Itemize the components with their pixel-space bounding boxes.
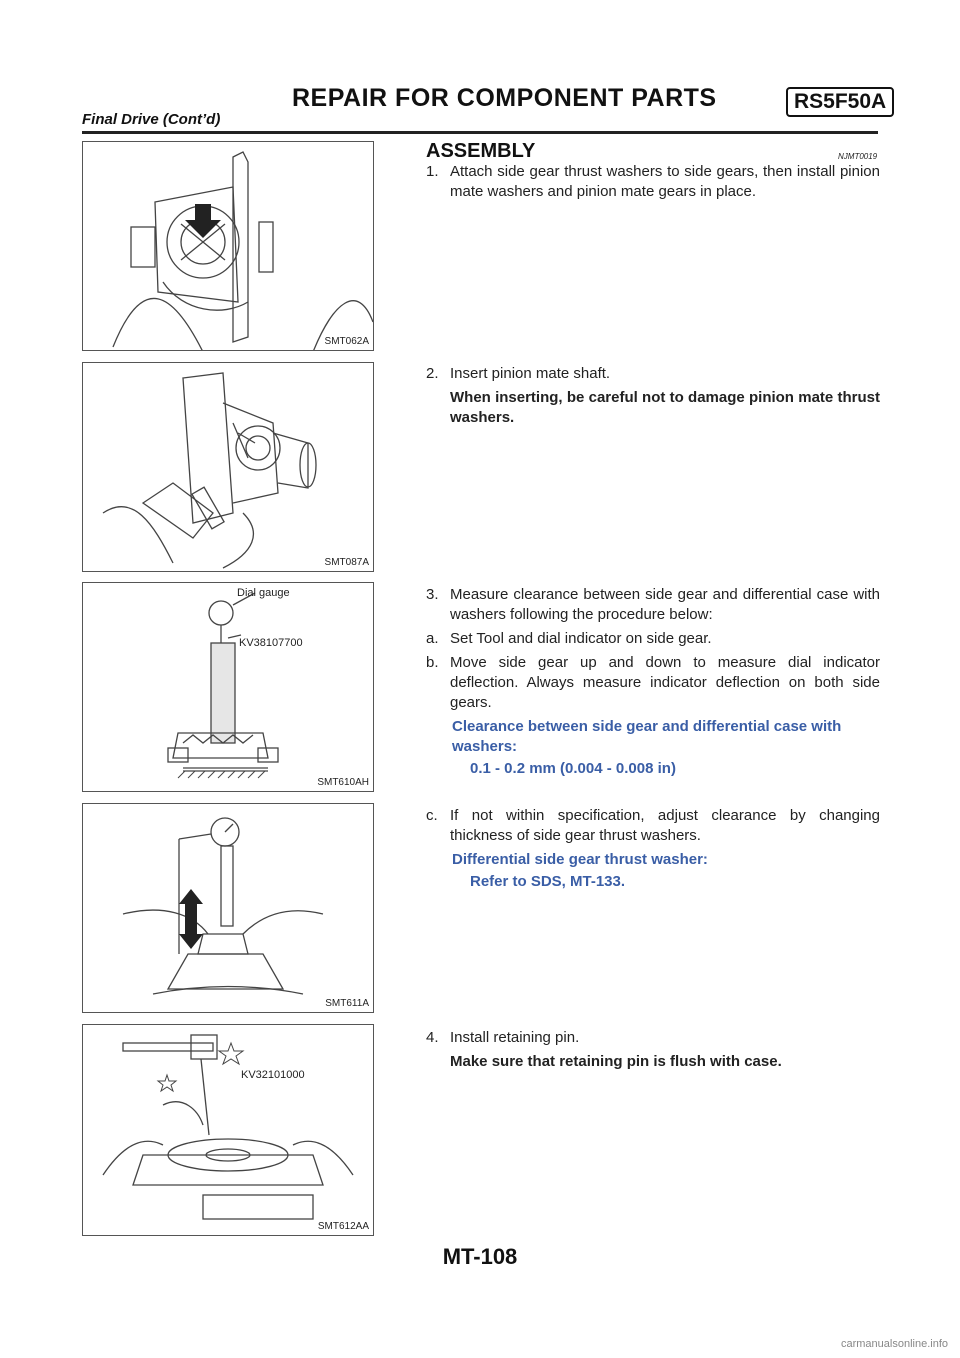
arrow-down-icon [185, 204, 221, 238]
tool-number-label: KV38107700 [239, 637, 303, 649]
figure-code: SMT062A [324, 336, 369, 347]
spec-label: Clearance between side gear and differential case with washers: [452, 718, 842, 755]
substep-letter: c. [426, 807, 438, 824]
step-number: 1. [426, 163, 439, 180]
step-text: Insert pinion mate shaft. [450, 365, 611, 382]
spec-label: Differential side gear thrust washer: [452, 851, 708, 868]
star-marker-icon [158, 1075, 176, 1091]
substep-text: Move side gear up and down to measure dial indicator deflection. Always measure indicator deflection on both side gears. [450, 654, 880, 711]
dial-gauge-label: Dial gauge [237, 587, 290, 599]
page-header-title: REPAIR FOR COMPONENT PARTS [292, 84, 717, 112]
figure-code: SMT611A [325, 998, 369, 1009]
page-number: MT-108 [442, 1244, 518, 1269]
differential-case-illustration [83, 142, 373, 350]
dial-gauge-setup-illustration [83, 583, 373, 791]
spec-value: Refer to SDS, MT-133. [470, 873, 626, 890]
step-2 [426, 364, 880, 428]
step-number: 2. [426, 365, 439, 382]
substep-text: Set Tool and dial indicator on side gear. [450, 630, 712, 647]
up-down-arrow-icon [179, 889, 203, 949]
star-marker-icon [219, 1043, 243, 1064]
side-gear-measurement-illustration [83, 804, 373, 1012]
caution-note: Make sure that retaining pin is flush with case. [450, 1053, 782, 1070]
step-text: Measure clearance between side gear and differential case with washers following the procedure below: [450, 586, 880, 623]
substep-text: If not within specification, adjust clearance by changing thickness of side gear thrust washers. [450, 807, 880, 844]
step-text: Attach side gear thrust washers to side gears, then install pinion mate washers and pinion mate gears in place. [450, 163, 880, 200]
figure-smt611a [82, 803, 374, 1013]
step-text: Install retaining pin. [450, 1029, 580, 1046]
figure-smt610ah [82, 582, 374, 792]
step-number: 4. [426, 1029, 439, 1046]
figure-code: SMT610AH [317, 777, 369, 788]
pinion-shaft-illustration [83, 363, 373, 571]
retaining-pin-illustration [83, 1025, 373, 1235]
header-divider [82, 131, 878, 134]
step-1 [426, 162, 880, 202]
tool-number-label: KV32101000 [241, 1069, 305, 1081]
step-3 [426, 585, 880, 779]
figure-code: SMT087A [324, 557, 369, 568]
page-header-subtitle: Final Drive (Cont’d) [82, 111, 221, 128]
substep-letter: a. [426, 630, 439, 647]
section-ref-code: NJMT0019 [838, 152, 878, 161]
figure-smt087a [82, 362, 374, 572]
section-title: ASSEMBLY [426, 140, 536, 162]
caution-note: When inserting, be careful not to damage pinion mate thrust washers. [450, 389, 880, 426]
dial-gauge-icon [209, 601, 233, 625]
step-number: 3. [426, 586, 439, 603]
figure-smt612aa [82, 1024, 374, 1236]
watermark-footer: carmanualsonline.info [840, 1338, 948, 1350]
step-4 [426, 1028, 880, 1072]
step-3c [426, 806, 880, 892]
substep-letter: b. [426, 654, 439, 671]
figure-code: SMT612AA [317, 1221, 369, 1232]
spec-value: 0.1 - 0.2 mm (0.004 - 0.008 in) [470, 760, 676, 777]
figure-smt062a [82, 141, 374, 351]
model-badge: RS5F50A [786, 87, 894, 117]
